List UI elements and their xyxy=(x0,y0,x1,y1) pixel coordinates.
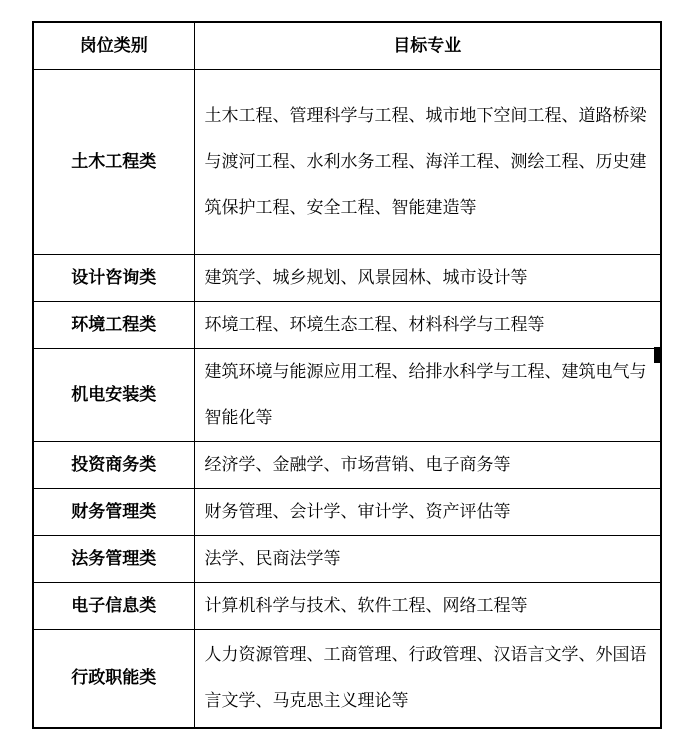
position-majors-table xyxy=(32,21,662,729)
column-header-majors: 目标专业 xyxy=(194,22,661,70)
majors-cell: 建筑学、城乡规划、风景园林、城市设计等 xyxy=(194,255,661,302)
table-row xyxy=(33,70,661,255)
column-header-category: 岗位类别 xyxy=(33,22,194,70)
majors-cell: 财务管理、会计学、审计学、资产评估等 xyxy=(194,489,661,536)
majors-cell: 法学、民商法学等 xyxy=(194,536,661,583)
majors-cell: 建筑环境与能源应用工程、给排水科学与工程、建筑电气与智能化等 xyxy=(194,349,661,442)
category-cell: 财务管理类 xyxy=(33,489,194,536)
majors-cell: 环境工程、环境生态工程、材料科学与工程等 xyxy=(194,302,661,349)
category-cell: 土木工程类 xyxy=(33,70,194,255)
table-row xyxy=(33,349,661,442)
table-row xyxy=(33,255,661,302)
header-row xyxy=(33,22,661,70)
category-cell: 法务管理类 xyxy=(33,536,194,583)
table-row xyxy=(33,442,661,489)
table-row xyxy=(33,489,661,536)
majors-cell: 土木工程、管理科学与工程、城市地下空间工程、道路桥梁与渡河工程、水利水务工程、海洋工程、测绘工程、历史建筑保护工程、安全工程、智能建造等 xyxy=(194,70,661,255)
category-cell: 行政职能类 xyxy=(33,630,194,728)
table-row xyxy=(33,536,661,583)
table-row xyxy=(33,583,661,630)
majors-cell: 计算机科学与技术、软件工程、网络工程等 xyxy=(194,583,661,630)
majors-cell: 人力资源管理、工商管理、行政管理、汉语言文学、外国语言文学、马克思主义理论等 xyxy=(194,630,661,728)
category-cell: 机电安装类 xyxy=(33,349,194,442)
table-body xyxy=(33,70,661,728)
category-cell: 电子信息类 xyxy=(33,583,194,630)
table-row xyxy=(33,630,661,728)
category-cell: 设计咨询类 xyxy=(33,255,194,302)
right-border-mark xyxy=(654,347,660,363)
majors-cell: 经济学、金融学、市场营销、电子商务等 xyxy=(194,442,661,489)
table-row xyxy=(33,302,661,349)
category-cell: 环境工程类 xyxy=(33,302,194,349)
category-cell: 投资商务类 xyxy=(33,442,194,489)
